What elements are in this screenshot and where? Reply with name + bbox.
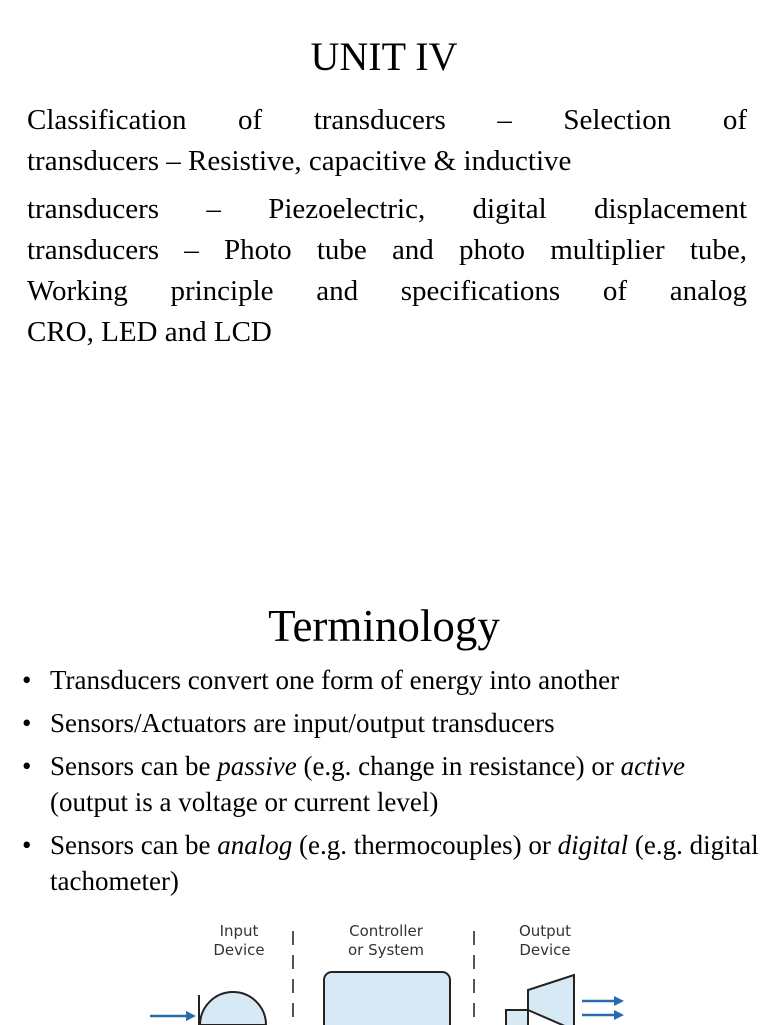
speaker-cone-icon: [528, 975, 574, 1025]
input-arrowhead-icon: [186, 1011, 196, 1021]
bullet-text-part: (output is a voltage or current level): [50, 787, 439, 817]
output-device-label: Device: [519, 941, 571, 959]
bullet-text-part: Sensors can be: [50, 830, 218, 860]
bullet-text-part: (e.g. thermocouples) or: [292, 830, 558, 860]
syllabus-text: [27, 100, 747, 353]
syllabus-line: CRO, LED and LCD: [27, 316, 272, 348]
output-arrowhead-icon: [614, 1010, 624, 1020]
syllabus-line: transducers – Piezoelectric, digital displacement: [27, 193, 747, 225]
input-device-label: Input: [219, 922, 259, 940]
bullet-text: [50, 830, 759, 896]
bullet-text-part: Sensors can be: [50, 751, 218, 781]
transducer-block-diagram: [0, 915, 768, 1025]
slide-title: UNIT IV: [310, 34, 458, 79]
sensor-icon: [200, 992, 266, 1025]
output-arrowhead-icon: [614, 996, 624, 1006]
output-device-label: Output: [518, 922, 572, 940]
syllabus-line: Working principle and specifications of analog: [27, 275, 747, 307]
bullet-item: [22, 662, 762, 698]
bullet-item: [22, 748, 762, 820]
bullet-emphasis: digital: [557, 830, 629, 860]
bullet-text: [50, 751, 685, 817]
bullet-item: [22, 705, 762, 741]
bullet-item: [22, 827, 762, 899]
input-device-label: Device: [213, 941, 265, 959]
bullet-emphasis: active: [620, 751, 686, 781]
slide-title: Terminology: [268, 601, 500, 651]
controller-label: or System: [347, 941, 425, 959]
speaker-body-icon: [506, 1010, 528, 1025]
bullet-text-part: (e.g. digital tachometer): [50, 830, 759, 896]
syllabus-line: Classification of transducers – Selection of: [27, 104, 747, 136]
slide-terminology: [0, 560, 768, 1024]
bullet-emphasis: analog: [217, 830, 293, 860]
controller-block-icon: [324, 972, 450, 1025]
syllabus-line: transducers – Photo tube and photo multiplier tube,: [27, 234, 747, 266]
bullet-icon: •: [22, 708, 32, 738]
bullet-list: [22, 662, 762, 906]
bullet-text-part: (e.g. change in resistance) or: [296, 751, 621, 781]
bullet-icon: •: [22, 830, 32, 860]
controller-label: Controller: [349, 922, 423, 940]
syllabus-line: transducers – Resistive, capacitive & inductive: [27, 145, 572, 177]
bullet-text: Sensors/Actuators are input/output transducers: [50, 708, 555, 738]
bullet-icon: •: [22, 665, 32, 695]
bullet-icon: •: [22, 751, 32, 781]
bullet-text: Transducers convert one form of energy into another: [50, 665, 620, 695]
bullet-emphasis: passive: [217, 751, 297, 781]
